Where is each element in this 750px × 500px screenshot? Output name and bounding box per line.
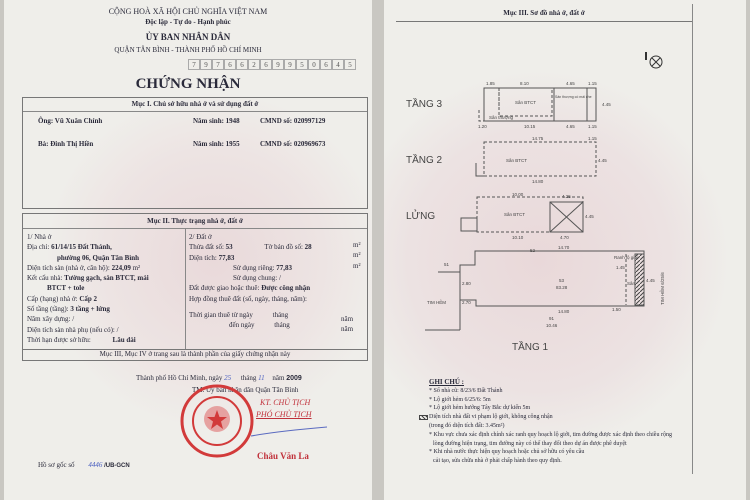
private-label: Sử dụng riêng: xyxy=(233,263,275,272)
land-info xyxy=(189,232,365,331)
note-item: * Khu vực chưa xác định chính xác ranh quy hoạch lộ giới, tim đường được xác định theo chiều rộng xyxy=(429,431,672,438)
notes xyxy=(429,378,672,466)
floor-1-outline xyxy=(425,251,644,330)
alley-center-label-2: TIM HẺM 6/25/6 xyxy=(660,272,665,305)
date-prefix: Thành phố Hồ Chí Minh, ngày xyxy=(136,374,223,382)
lease-to: đến ngày xyxy=(229,321,255,330)
dim: 1.50 xyxy=(612,307,621,312)
serial-digit: 6 xyxy=(320,59,332,70)
serial-digit: 9 xyxy=(284,59,296,70)
address: 61/14/15 Đất Thánh, xyxy=(51,243,112,252)
land-title: 2/ Đất ở xyxy=(189,233,212,241)
dim: 10.00 xyxy=(512,192,524,197)
note-item: (trong đó diện tích đất: 3.45m²) xyxy=(429,422,505,429)
aux-area: / xyxy=(116,325,119,334)
year-label: năm xyxy=(341,325,354,334)
dim: 4.65 xyxy=(566,124,575,129)
signer-role-2: PHÓ CHỦ TỊCH xyxy=(256,410,312,419)
month-label: tháng xyxy=(272,311,289,320)
section-1 xyxy=(22,97,368,209)
dim: 1.15 xyxy=(588,81,597,86)
owner-2-id: CMND số: 020969673 xyxy=(260,140,326,148)
term-label: Thời hạn được sở hữu: xyxy=(27,335,91,344)
lot-number: 91 xyxy=(549,316,555,321)
year-label: năm xyxy=(272,374,285,382)
dim: 4.70 xyxy=(560,235,569,240)
section-3-note: Mục III, Mục IV ở trang sau là thành phần của giấy chứng nhận này xyxy=(99,350,291,358)
serial-digit: 4 xyxy=(332,59,344,70)
floor-label-mezzanine: LỬNG xyxy=(406,211,436,222)
day: 25 xyxy=(224,374,232,382)
note-item: * Số nhà cũ: 8/23/6 Đất Thánh xyxy=(429,387,503,394)
dim: 2.70 xyxy=(462,300,471,305)
unit: m² xyxy=(353,241,361,249)
dim: 1.45 xyxy=(616,265,625,270)
month-label: tháng xyxy=(240,374,257,382)
map: 28 xyxy=(304,243,312,252)
floor-2-outline xyxy=(484,142,596,176)
dim: 4.45 xyxy=(585,214,594,219)
hatch-legend-icon xyxy=(419,415,428,420)
notes-title: GHI CHÚ : xyxy=(429,378,464,386)
section-3-header: Mục III. Sơ đồ nhà ở, đất ở xyxy=(503,9,585,17)
lot-number: 51 xyxy=(444,262,450,267)
note-item: Diện tích nhà đất vi phạm lộ giới, không công nhận xyxy=(429,414,553,421)
structure-label: Kết cấu nhà: xyxy=(27,274,63,283)
serial-digit: 7 xyxy=(212,59,224,70)
floors: 3 tầng + lửng xyxy=(70,305,110,314)
serial-digit: 9 xyxy=(272,59,284,70)
common-area: / xyxy=(279,274,281,283)
unit: m² xyxy=(353,261,361,270)
lease-label: Hợp đồng thuê đất (số, ngày, tháng, năm): xyxy=(189,294,307,303)
boundary-label: Ranh lộ giới xyxy=(614,255,639,260)
map-label: Tờ bản đồ số: xyxy=(264,243,303,252)
common-label: Sử dụng chung: xyxy=(233,274,278,283)
dim: 1.20 xyxy=(478,124,487,129)
authority: ỦY BAN NHÂN DÂN xyxy=(145,32,231,42)
unit: m² xyxy=(353,251,361,260)
certificate-front-page xyxy=(4,0,372,500)
dim: 1.15 xyxy=(588,136,597,141)
dim: 2.80 xyxy=(462,281,471,286)
floor-plans xyxy=(384,0,746,370)
lot-number: 52 xyxy=(530,248,536,253)
address-line-2: phường 06, Quận Tân Bình xyxy=(57,253,140,262)
year-column xyxy=(341,314,353,335)
grant: Được công nhận xyxy=(261,284,311,293)
owner-2-name: Bà: Đinh Thị Hiền xyxy=(38,140,94,148)
file-label: Hồ sơ gốc số xyxy=(38,461,75,469)
parcel-label: Thửa đất số: xyxy=(189,243,224,252)
dim: 4.45 xyxy=(598,158,607,163)
year-label: năm xyxy=(341,315,354,323)
serial-digit: 6 xyxy=(260,59,272,70)
district: QUẬN TÂN BÌNH - THÀNH PHỐ HỒ CHÍ MINH xyxy=(114,46,262,54)
violation-area xyxy=(635,254,644,305)
floor-label-2: TẦNG 2 xyxy=(406,155,443,166)
area-label: Sân BTCT xyxy=(504,212,526,217)
alley-center-label: TIM HẺM xyxy=(427,300,446,305)
area: 77,83 xyxy=(218,253,235,262)
floor-area-label: Diện tích sàn (nhà ở, căn hộ): xyxy=(27,263,110,272)
house-title: 1/ Nhà ở xyxy=(27,233,52,241)
dim: 14.75 xyxy=(532,136,544,141)
area-label: Sân thượng có mái che xyxy=(555,95,592,99)
parcel: 53 xyxy=(225,243,233,252)
serial-digit: 6 xyxy=(236,59,248,70)
file-no: 4446 xyxy=(88,461,103,469)
structure-line-2: BTCT + tole xyxy=(47,284,85,293)
dim: 4.45 xyxy=(602,102,611,107)
dim: 1.15 xyxy=(588,124,597,129)
area-label: Sân BTCT xyxy=(506,158,528,163)
unit-column xyxy=(353,240,361,271)
area-label: Diện tích: xyxy=(189,253,217,262)
note-item: lòng đường hiện trạng, tim đường này có thể thay đổi theo dự án được phê duyệt xyxy=(433,440,627,447)
section-2-header: Mục II. Thực trạng nhà ở, đất ở xyxy=(23,214,367,229)
year-label: Năm xây dựng: xyxy=(27,315,71,324)
dim: 8.10 xyxy=(520,81,529,86)
file-number xyxy=(38,461,130,469)
grade: Cấp 2 xyxy=(79,294,98,303)
section-3-note-row xyxy=(22,349,368,361)
floor-label-1: TẦNG 1 xyxy=(512,342,549,353)
dim: 1.85 xyxy=(486,81,495,86)
floor-label-3: TẦNG 3 xyxy=(406,99,443,110)
month: 11 xyxy=(258,374,265,382)
serial-digit: 9 xyxy=(200,59,212,70)
address-label: Địa chỉ: xyxy=(27,243,50,252)
owner-1-id: CMND số: 020997129 xyxy=(260,117,326,125)
serial-digit: 6 xyxy=(224,59,236,70)
section-2 xyxy=(22,213,368,350)
floor-area: 224,09 xyxy=(111,263,131,272)
dim: 4.25 xyxy=(562,194,571,199)
dim: 4.65 xyxy=(566,81,575,86)
serial-digit: 2 xyxy=(248,59,260,70)
signer-org: TM. Ủy ban nhân dân Quận Tân Bình xyxy=(192,386,299,394)
note-item: cải tạo, sửa chữa nhà ở phải chấp hành theo quy định. xyxy=(433,458,562,465)
dim: 14.80 xyxy=(532,179,544,184)
serial-digit: 7 xyxy=(188,59,200,70)
year: / xyxy=(72,315,75,324)
note-item: * Lộ giới hẻm hướng Tây Bắc dự kiến 5m xyxy=(429,405,531,412)
dim: 14.70 xyxy=(558,245,570,250)
area-label: Sân xyxy=(627,281,636,286)
date-line xyxy=(136,374,302,382)
signer-name: Châu Văn La xyxy=(257,451,309,461)
official-seal xyxy=(179,383,255,459)
serial-digit: 5 xyxy=(344,59,356,70)
compass-icon xyxy=(646,52,662,68)
serial-digit: 0 xyxy=(308,59,320,70)
grade-label: Cấp (hạng) nhà ở: xyxy=(27,294,78,303)
floors-label: Số tầng (tầng): xyxy=(27,305,69,314)
signature xyxy=(249,425,329,439)
month-label: tháng xyxy=(274,321,290,330)
owner-1-name: Ông: Vũ Xuân Chính xyxy=(38,117,103,125)
private-area: 77,83 xyxy=(276,263,293,272)
motto: Độc lập - Tự do - Hạnh phúc xyxy=(145,18,231,26)
certificate-back-page xyxy=(384,0,746,500)
note-item: * Khi nhà nước thực hiện quy hoạch hoặc chủ sở hữu có yêu cầu xyxy=(429,449,585,456)
lot-number: 53 xyxy=(559,278,565,283)
dim: 4.45 xyxy=(646,278,655,283)
owner-1-birth: Năm sinh: 1948 xyxy=(193,117,240,125)
certificate-title: CHỨNG NHẬN xyxy=(135,76,241,92)
aux-area-label: Diện tích sàn nhà phụ (nếu có): xyxy=(27,325,115,334)
area-label: Sân BTCT xyxy=(515,100,537,105)
signer-role: KT. CHỦ TỊCH xyxy=(260,398,311,407)
grant-label: Đất được giao hoặc thuê: xyxy=(189,284,260,293)
unit: m² xyxy=(132,263,141,272)
country-name: CỘNG HOÀ XÃ HỘI CHỦ NGHĨA VIỆT NAM xyxy=(108,7,268,16)
area-label: Sân thượng xyxy=(489,115,513,120)
dim: 14.80 xyxy=(558,309,570,314)
structure: Tường gạch, sàn BTCT, mái xyxy=(64,274,149,283)
year: 2009 xyxy=(286,375,302,382)
house-info xyxy=(27,232,183,345)
section-1-header: Mục I. Chủ sở hữu nhà ở và sử dụng đất ở xyxy=(23,98,367,112)
owner-2-birth: Năm sinh: 1955 xyxy=(193,140,240,148)
dim: 10.15 xyxy=(524,124,536,129)
lot-area: 83.28 xyxy=(556,285,568,290)
lot-area: 10.46 xyxy=(546,323,558,328)
dim: 10.10 xyxy=(512,235,524,240)
term: Lâu dài xyxy=(112,335,136,344)
note-item: * Lộ giới hẻm 6/25/6: 5m xyxy=(429,396,491,403)
serial-number xyxy=(188,59,356,70)
file-suffix: /UB-GCN xyxy=(104,463,130,469)
serial-digit: 5 xyxy=(296,59,308,70)
lease-from: Thời gian thuê từ ngày xyxy=(189,311,253,320)
